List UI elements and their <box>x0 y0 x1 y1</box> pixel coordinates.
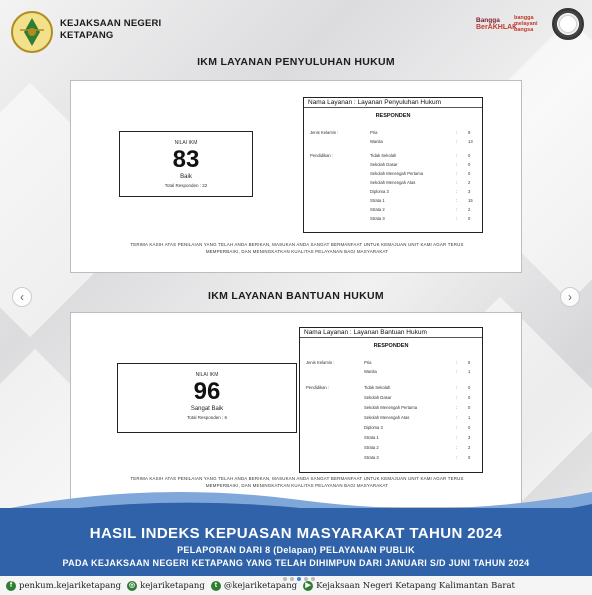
education-row-label: Sekolah Dasar <box>370 162 398 167</box>
education-label: Pendidikan : <box>306 385 330 390</box>
score-box <box>119 131 253 197</box>
education-row-sep: : <box>456 415 458 420</box>
education-row-value: 0 <box>468 425 471 430</box>
gender-row-sep: : <box>456 139 458 144</box>
education-label: Pendidikan : <box>310 153 334 158</box>
education-row-value: 3 <box>468 435 471 440</box>
banner-subtitle-1: PELAPORAN DARI 8 (Delapan) PELAYANAN PUBLIK <box>177 545 415 555</box>
education-row-value: 0 <box>468 455 471 460</box>
institution-name <box>60 18 161 42</box>
header-badges <box>476 8 584 40</box>
education-row-value: 15 <box>468 198 473 203</box>
gender-row-label: Pria <box>370 130 378 135</box>
thanks-line2: MEMPERBAIKI, DAN MENINGKATKAN KUALITAS PELAYANAN BAGI MASYARAKAT <box>205 249 389 254</box>
gender-row-value: 13 <box>468 139 473 144</box>
education-row-sep: : <box>456 216 458 221</box>
carousel-prev-button[interactable]: ‹ <box>12 287 32 307</box>
education-row-sep: : <box>456 171 458 176</box>
education-row-label: Sekolah Dasar <box>364 395 392 400</box>
education-row-sep: : <box>456 425 458 430</box>
education-row-label: Sekolah Menengah Atas <box>364 415 410 420</box>
education-row-value: 0 <box>468 405 471 410</box>
education-row-sep: : <box>456 162 458 167</box>
total-respondents: Total Responden : 6 <box>186 415 228 420</box>
carousel-dot[interactable] <box>304 577 308 581</box>
education-row-value: 0 <box>468 162 471 167</box>
education-row-label: Strata 1 <box>370 198 385 203</box>
section-title-penyuluhan: IKM LAYANAN PENYULUHAN HUKUM <box>197 56 395 68</box>
score-value: 96 <box>193 378 221 405</box>
education-row-label: Diploma 3 <box>364 425 383 430</box>
gender-row-sep: : <box>456 130 458 135</box>
carousel-dot[interactable] <box>283 577 287 581</box>
gender-label: Jenis Kelamin : <box>306 360 335 365</box>
banner-subtitle-2: PADA KEJAKSAAN NEGERI KETAPANG YANG TELAH DIHIMPUN DARI JANUARI S/D JUNI TAHUN 2024 <box>62 558 530 568</box>
thanks-line1: TERIMA KASIH ATAS PENILAIAN YANG TELAH ANDA BERIKAN, MASUKAN ANDA SANGAT BERMANFAAT UNTUK KEMAJUAN UNIT KAMI AGAR TERUS <box>130 242 464 247</box>
education-row-label: Sekolah Menengah Pertama <box>370 171 424 176</box>
education-row-sep: : <box>456 395 458 400</box>
education-row-label: Strata 3 <box>370 216 385 221</box>
banner-title: HASIL INDEKS KEPUASAN MASYARAKAT TAHUN 2024 <box>89 525 503 542</box>
education-row-sep: : <box>456 180 458 185</box>
berakhlak-badge-top: Bangga <box>476 17 500 24</box>
gender-label: Jenis Kelamin : <box>310 130 339 135</box>
institution-name-line2: KETAPANG <box>60 30 114 41</box>
education-row-value: 0 <box>468 153 471 158</box>
carousel-dot-active[interactable] <box>297 577 301 581</box>
score-category: Baik <box>180 174 192 180</box>
education-row-sep: : <box>456 385 458 390</box>
score-value: 83 <box>172 146 200 173</box>
facebook-link[interactable] <box>6 581 121 591</box>
education-row-sep: : <box>456 445 458 450</box>
service-name: Nama Layanan : Layanan Bantuan Hukum <box>300 328 482 338</box>
education-row-sep: : <box>456 455 458 460</box>
seal-icon <box>552 8 584 40</box>
respondent-title: RESPONDEN <box>373 343 409 349</box>
education-row-value: 1 <box>468 415 471 420</box>
education-row-sep: : <box>456 435 458 440</box>
section-title-bantuan: IKM LAYANAN BANTUAN HUKUM <box>208 290 384 302</box>
education-row-label: Strata 2 <box>364 445 379 450</box>
total-respondents: Total Responden : 22 <box>164 183 208 188</box>
twitter-link[interactable] <box>211 581 297 591</box>
education-row-value: 2 <box>468 445 471 450</box>
education-row-value: 0 <box>468 395 471 400</box>
education-row-label: Tidak Sekolah <box>364 385 391 390</box>
education-row-value: 0 <box>468 216 471 221</box>
education-row-sep: : <box>456 198 458 203</box>
youtube-channel: Kejaksaan Negeri Ketapang Kalimantan Barat <box>316 580 515 591</box>
youtube-link[interactable] <box>303 581 515 591</box>
instagram-icon: ◎ <box>129 581 136 589</box>
education-row-value: 2 <box>468 180 471 185</box>
score-label: NILAI IKM <box>195 372 219 378</box>
education-row-label: Sekolah Menengah Pertama <box>364 405 418 410</box>
bangga-melayani-badge: bangga melayani bangsa <box>514 15 538 33</box>
gender-row-value: 5 <box>468 360 471 365</box>
gender-row-sep: : <box>456 369 458 374</box>
youtube-icon: ▶ <box>303 581 313 591</box>
education-row-value: 0 <box>468 385 471 390</box>
education-row-value: 3 <box>468 189 471 194</box>
carousel-dot[interactable] <box>290 577 294 581</box>
education-row-sep: : <box>456 153 458 158</box>
gender-row-sep: : <box>456 360 458 365</box>
score-category: Sangat Baik <box>190 406 224 412</box>
gender-row-label: Pria <box>364 360 372 365</box>
instagram-handle: kejariketapang <box>140 580 205 591</box>
carousel-indicator <box>283 577 315 581</box>
thanks-message <box>71 241 523 255</box>
education-row-label: Strata 2 <box>370 207 385 212</box>
education-row-value: 2 <box>468 207 471 212</box>
service-name: Nama Layanan : Layanan Penyuluhan Hukum <box>304 98 482 108</box>
respondent-title: RESPONDEN <box>375 113 411 119</box>
berakhlak-badge-main: BerAKHLAK <box>476 24 518 31</box>
facebook-handle: penkum.kejariketapang <box>19 580 122 591</box>
education-row-label: Strata 1 <box>364 435 379 440</box>
kejaksaan-logo-icon <box>10 10 54 54</box>
thanks-line2: MEMPERBAIKI, DAN MENINGKATKAN KUALITAS PELAYANAN BAGI MASYARAKAT <box>205 483 389 488</box>
twitter-handle: @kejariketapang <box>223 580 298 591</box>
gender-row-label: Wanita <box>370 139 383 144</box>
education-row-label: Sekolah Menengah Atas <box>370 180 416 185</box>
berakhlak-badge <box>476 17 518 31</box>
carousel-dot[interactable] <box>311 577 315 581</box>
ikm-card-penyuluhan <box>70 80 522 273</box>
institution-name-line1: KEJAKSAAN NEGERI <box>60 18 162 29</box>
education-row-sep: : <box>456 189 458 194</box>
score-label: NILAI IKM <box>174 140 198 146</box>
gender-row-value: 9 <box>468 130 471 135</box>
twitter-icon: t <box>211 581 221 591</box>
score-box <box>117 363 297 433</box>
facebook-icon: f <box>6 581 16 591</box>
instagram-link[interactable] <box>127 581 205 591</box>
carousel-next-button[interactable]: › <box>560 287 580 307</box>
education-row-value: 0 <box>468 171 471 176</box>
education-row-sep: : <box>456 405 458 410</box>
education-row-sep: : <box>456 207 458 212</box>
respondent-panel <box>299 327 483 473</box>
respondent-panel <box>303 97 483 233</box>
education-row-label: Tidak Sekolah <box>370 153 397 158</box>
gender-row-value: 1 <box>468 369 471 374</box>
gender-row-label: Wanita <box>364 369 377 374</box>
thanks-line1: TERIMA KASIH ATAS PENILAIAN YANG TELAH ANDA BERIKAN, MASUKAN ANDA SANGAT BERMANFAAT UNTUK KEMAJUAN UNIT KAMI AGAR TERUS <box>130 476 464 481</box>
education-row-label: Strata 3 <box>364 455 379 460</box>
education-row-label: Diploma 3 <box>370 189 389 194</box>
